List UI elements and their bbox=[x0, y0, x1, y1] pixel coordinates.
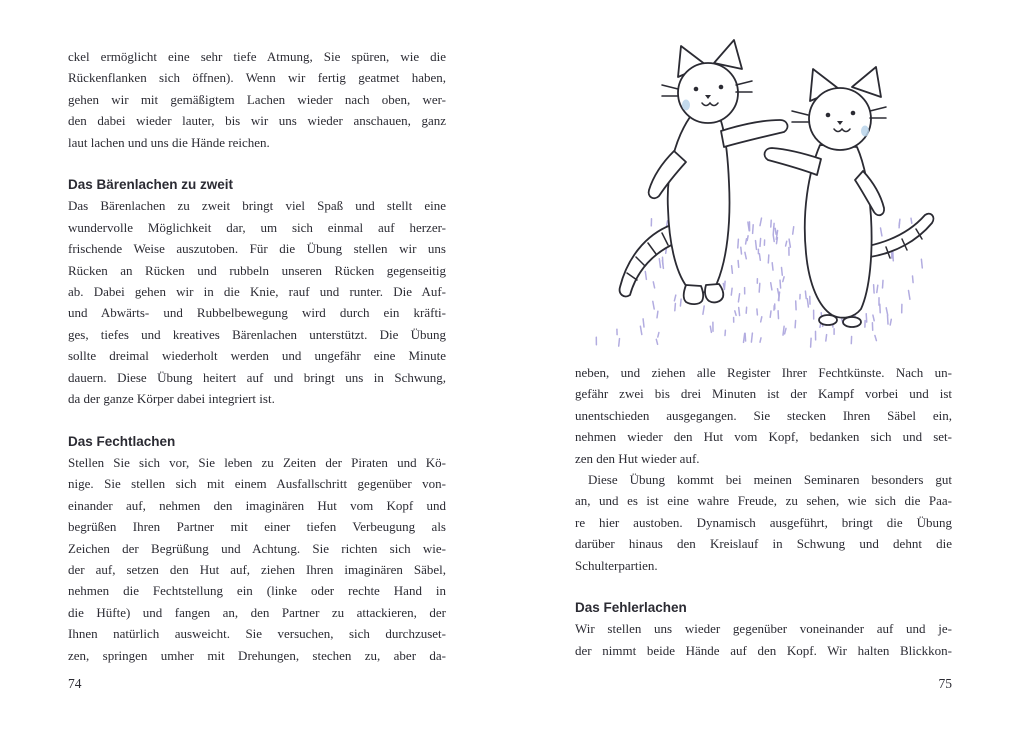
paragraph bbox=[68, 452, 446, 666]
cat-right-eye bbox=[851, 111, 856, 116]
text-line: ges, tiefes und kreatives Bärenlachen unterstützt. Die Übung bbox=[68, 326, 446, 342]
right-page bbox=[575, 0, 952, 748]
text-line: darüber hinaus den Kreislauf in Schwung und dehnt die bbox=[575, 536, 952, 552]
cat-left-arm-extended bbox=[721, 120, 787, 147]
cat-right-foot bbox=[843, 317, 861, 327]
cat-right-head bbox=[809, 88, 871, 150]
section-heading: Das Fehlerlachen bbox=[575, 600, 687, 616]
text-line: dauern. Diese Übung heitert auf und bringt uns in Schwung, bbox=[68, 369, 446, 385]
text-line: die Hüfte) und fangen an, den Partner zu attackieren, der bbox=[68, 604, 446, 620]
text-line: ab. Dabei gehen wir in die Knie, rauf und runter. Die Auf- bbox=[68, 284, 446, 300]
cat-right bbox=[765, 67, 934, 327]
text-line: der nimmt beide Hände auf den Kopf. Wir halten Blickkon- bbox=[575, 642, 952, 658]
text-line: Rückenflanken sich öffnen). Wenn wir fertig geatmet haben, bbox=[68, 70, 446, 86]
text-line: Zeichen der Begrüßung und Achtung. Sie richten sich wie- bbox=[68, 540, 446, 556]
text-line: Rücken an Rücken und rubbeln unseren Rücken gegenseitig bbox=[68, 262, 446, 278]
text-line: laut lachen und uns die Hände reichen. bbox=[68, 134, 270, 150]
cat-right-cheek-spot bbox=[861, 126, 869, 137]
text-line: ckel ermöglicht eine sehr tiefe Atmung, Sie spüren, wie die bbox=[68, 49, 446, 64]
text-line: nige. Sie stellen sich mit einem Ausfallschritt gegenüber von- bbox=[68, 476, 446, 492]
text-line: Das Bärenlachen zu zweit bringt viel Spaß und stellt eine bbox=[68, 198, 446, 214]
text-line: Schulterpartien. bbox=[575, 557, 658, 573]
cats-drawing bbox=[575, 33, 952, 351]
paragraph bbox=[68, 46, 446, 153]
paragraph bbox=[575, 362, 952, 469]
paragraph bbox=[575, 618, 952, 661]
text-line: begrüßen Ihren Partner mit einer tiefen Verbeugung als bbox=[68, 519, 446, 535]
text-line: zen den Hut wieder auf. bbox=[575, 450, 700, 466]
cat-right-tail bbox=[868, 214, 933, 257]
text-line: den dabei wieder lauter, bis wir uns wieder anschauen, ganz bbox=[68, 113, 446, 129]
cat-right-foot bbox=[819, 315, 837, 325]
section-heading: Das Bärenlachen zu zweit bbox=[68, 177, 234, 193]
text-line: nehmen wieder den Hut vom Kopf, bedanken sich und set- bbox=[575, 429, 952, 445]
text-line: und Abwärts- und Rubbelbewegung wird durch ein kräfti- bbox=[68, 305, 446, 321]
text-line: gefähr zwei bis drei Minuten ist der Kampf vorbei und ist bbox=[575, 386, 952, 402]
section-heading: Das Fechtlachen bbox=[68, 433, 176, 449]
right-page-text bbox=[575, 362, 952, 661]
cat-right-arm-extended bbox=[765, 148, 821, 175]
text-line: einander auf, nehmen den imaginären Hut vom Kopf und bbox=[68, 497, 446, 513]
cats-illustration bbox=[575, 33, 952, 351]
cat-right-eye bbox=[826, 113, 831, 118]
cat-left-head bbox=[678, 63, 738, 123]
paragraph bbox=[68, 195, 446, 409]
text-line: wundervolle Möglichkeit dar, um sich einmal auf herzer- bbox=[68, 219, 446, 235]
text-line: neben, und ziehen alle Register Ihrer Fechtkünste. Nach un- bbox=[575, 365, 952, 380]
grass-marks bbox=[596, 218, 922, 347]
cat-left-foot bbox=[684, 285, 703, 304]
text-line: Diese Übung kommt bei meinen Seminaren besonders gut bbox=[575, 472, 952, 488]
text-line: nehmen die Fechtstellung ein (linke oder rechte Hand in bbox=[68, 583, 446, 599]
text-line: der auf, setzen den Hut auf, ziehen Ihren imaginären Säbel, bbox=[68, 561, 446, 577]
page-number-left: 74 bbox=[68, 676, 82, 691]
paragraph bbox=[575, 469, 952, 576]
cat-left-cheek-spot bbox=[682, 100, 690, 111]
cat-left bbox=[620, 40, 788, 304]
cat-left-eye bbox=[719, 85, 724, 90]
text-line: Stellen Sie sich vor, Sie leben zu Zeiten der Piraten und Kö- bbox=[68, 454, 446, 470]
text-line: sollte dreimal wiederholt werden und ungefähr eine Minute bbox=[68, 348, 446, 364]
text-line: Wir stellen uns wieder gegenüber voneinander auf und je- bbox=[575, 621, 952, 637]
cat-left-foot bbox=[705, 284, 723, 302]
text-line: an, und es ist eine wahre Freude, zu sehen, wie sich die Paa- bbox=[575, 493, 952, 509]
cat-left-body bbox=[668, 117, 730, 293]
text-line: zen, springen umher mit Drehungen, stechen zu, aber da- bbox=[68, 647, 446, 663]
text-line: unentschieden ausgegangen. Sie stecken Ihren Säbel ein, bbox=[575, 407, 952, 423]
text-line: frischende Weise auszutoben. Für die Übung stellen wir uns bbox=[68, 241, 446, 257]
text-line: re hier austoben. Dynamisch ausgeführt, bringt die Übung bbox=[575, 514, 952, 530]
page-number-right: 75 bbox=[938, 676, 952, 691]
left-page bbox=[68, 0, 446, 748]
text-line: Ihnen natürlich ausweicht. Sie versuchen, sich durchzuset- bbox=[68, 626, 446, 642]
text-line: da der ganze Körper dabei integriert ist. bbox=[68, 391, 275, 407]
cat-left-eye bbox=[694, 87, 699, 92]
left-page-text bbox=[68, 46, 446, 666]
text-line: gehen wir mit gemäßigtem Lachen wieder nach oben, wer- bbox=[68, 91, 446, 107]
